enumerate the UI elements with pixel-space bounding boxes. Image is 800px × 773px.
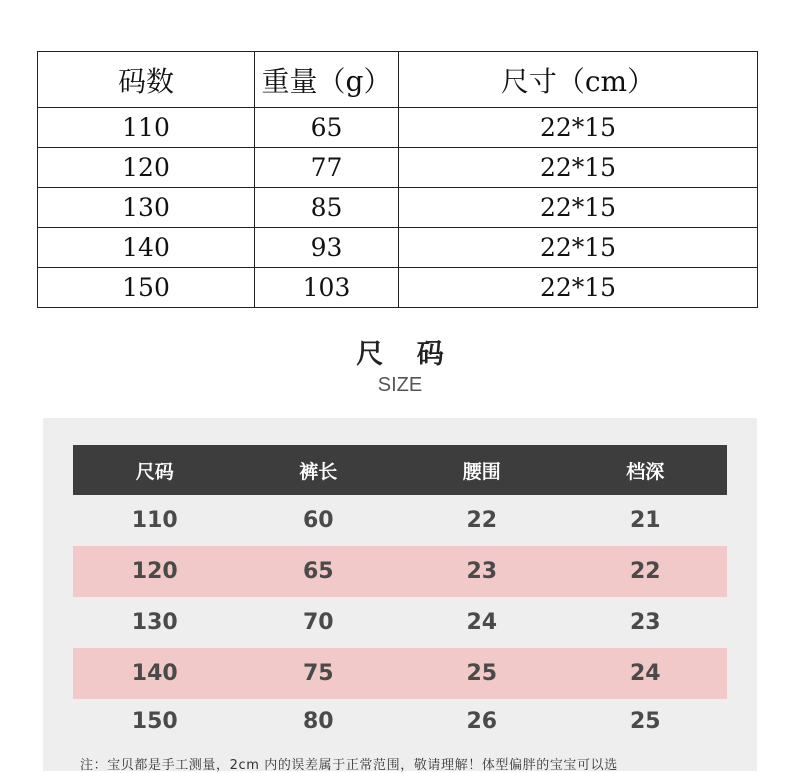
cell-rise: 23 bbox=[629, 610, 661, 635]
cell-rise: 22 bbox=[564, 546, 728, 597]
header-dimension: 尺寸（cm） bbox=[399, 52, 758, 108]
cell-waist: 23 bbox=[400, 546, 564, 597]
size-chart-table bbox=[73, 445, 727, 743]
table-row bbox=[73, 546, 727, 597]
table-row bbox=[38, 228, 758, 268]
table-row bbox=[73, 648, 727, 699]
measurement-note: 注：宝贝都是手工测量，2cm 内的误差属于正常范围，敬请理解！体型偏胖的宝宝可以选 bbox=[80, 758, 618, 773]
header-size: 尺码 bbox=[73, 445, 237, 495]
table-row bbox=[38, 108, 758, 148]
cell-dimension: 22*15 bbox=[399, 108, 758, 148]
table-row bbox=[73, 495, 727, 546]
weight-dimension-table bbox=[37, 51, 758, 308]
cell-weight: 103 bbox=[255, 268, 399, 308]
cell-weight: 85 bbox=[255, 188, 399, 228]
cell-size-code: 120 bbox=[38, 148, 255, 188]
cell-size: 120 bbox=[73, 546, 237, 597]
cell-waist: 24 bbox=[466, 610, 498, 635]
header-rise: 档深 bbox=[564, 445, 728, 495]
cell-pants-length: 65 bbox=[237, 546, 401, 597]
cell-waist: 25 bbox=[400, 648, 564, 699]
size-table-header-row bbox=[73, 445, 727, 495]
table-row bbox=[73, 597, 727, 648]
cell-size: 150 bbox=[131, 708, 178, 734]
cell-size-code: 110 bbox=[38, 108, 255, 148]
header-weight: 重量（g） bbox=[255, 52, 399, 108]
cell-pants-length: 75 bbox=[237, 648, 401, 699]
cell-pants-length: 60 bbox=[302, 508, 334, 533]
cell-size: 140 bbox=[73, 648, 237, 699]
cell-pants-length: 70 bbox=[302, 610, 334, 635]
header-waist: 腰围 bbox=[400, 445, 564, 495]
section-subtitle: SIZE bbox=[377, 374, 423, 396]
cell-size-code: 150 bbox=[38, 268, 255, 308]
cell-pants-length: 80 bbox=[302, 708, 334, 734]
table-row bbox=[38, 148, 758, 188]
cell-dimension: 22*15 bbox=[399, 188, 758, 228]
cell-waist: 22 bbox=[466, 508, 498, 533]
cell-size: 110 bbox=[131, 508, 178, 533]
cell-dimension: 22*15 bbox=[399, 148, 758, 188]
table-row bbox=[38, 268, 758, 308]
cell-rise: 24 bbox=[564, 648, 728, 699]
header-pants-length: 裤长 bbox=[237, 445, 401, 495]
cell-weight: 77 bbox=[255, 148, 399, 188]
cell-waist: 26 bbox=[466, 708, 498, 734]
size-chart-panel bbox=[43, 418, 757, 771]
table-row bbox=[73, 699, 727, 743]
weight-table-header-row bbox=[38, 52, 758, 108]
table-row bbox=[38, 188, 758, 228]
cell-size-code: 140 bbox=[38, 228, 255, 268]
header-size-code: 码数 bbox=[38, 52, 255, 108]
section-title: 尺 码 bbox=[356, 339, 456, 370]
cell-rise: 21 bbox=[629, 508, 661, 533]
cell-dimension: 22*15 bbox=[399, 228, 758, 268]
cell-weight: 93 bbox=[255, 228, 399, 268]
cell-size: 130 bbox=[131, 610, 178, 635]
cell-dimension: 22*15 bbox=[399, 268, 758, 308]
cell-weight: 65 bbox=[255, 108, 399, 148]
cell-size-code: 130 bbox=[38, 188, 255, 228]
cell-rise: 25 bbox=[629, 708, 661, 734]
